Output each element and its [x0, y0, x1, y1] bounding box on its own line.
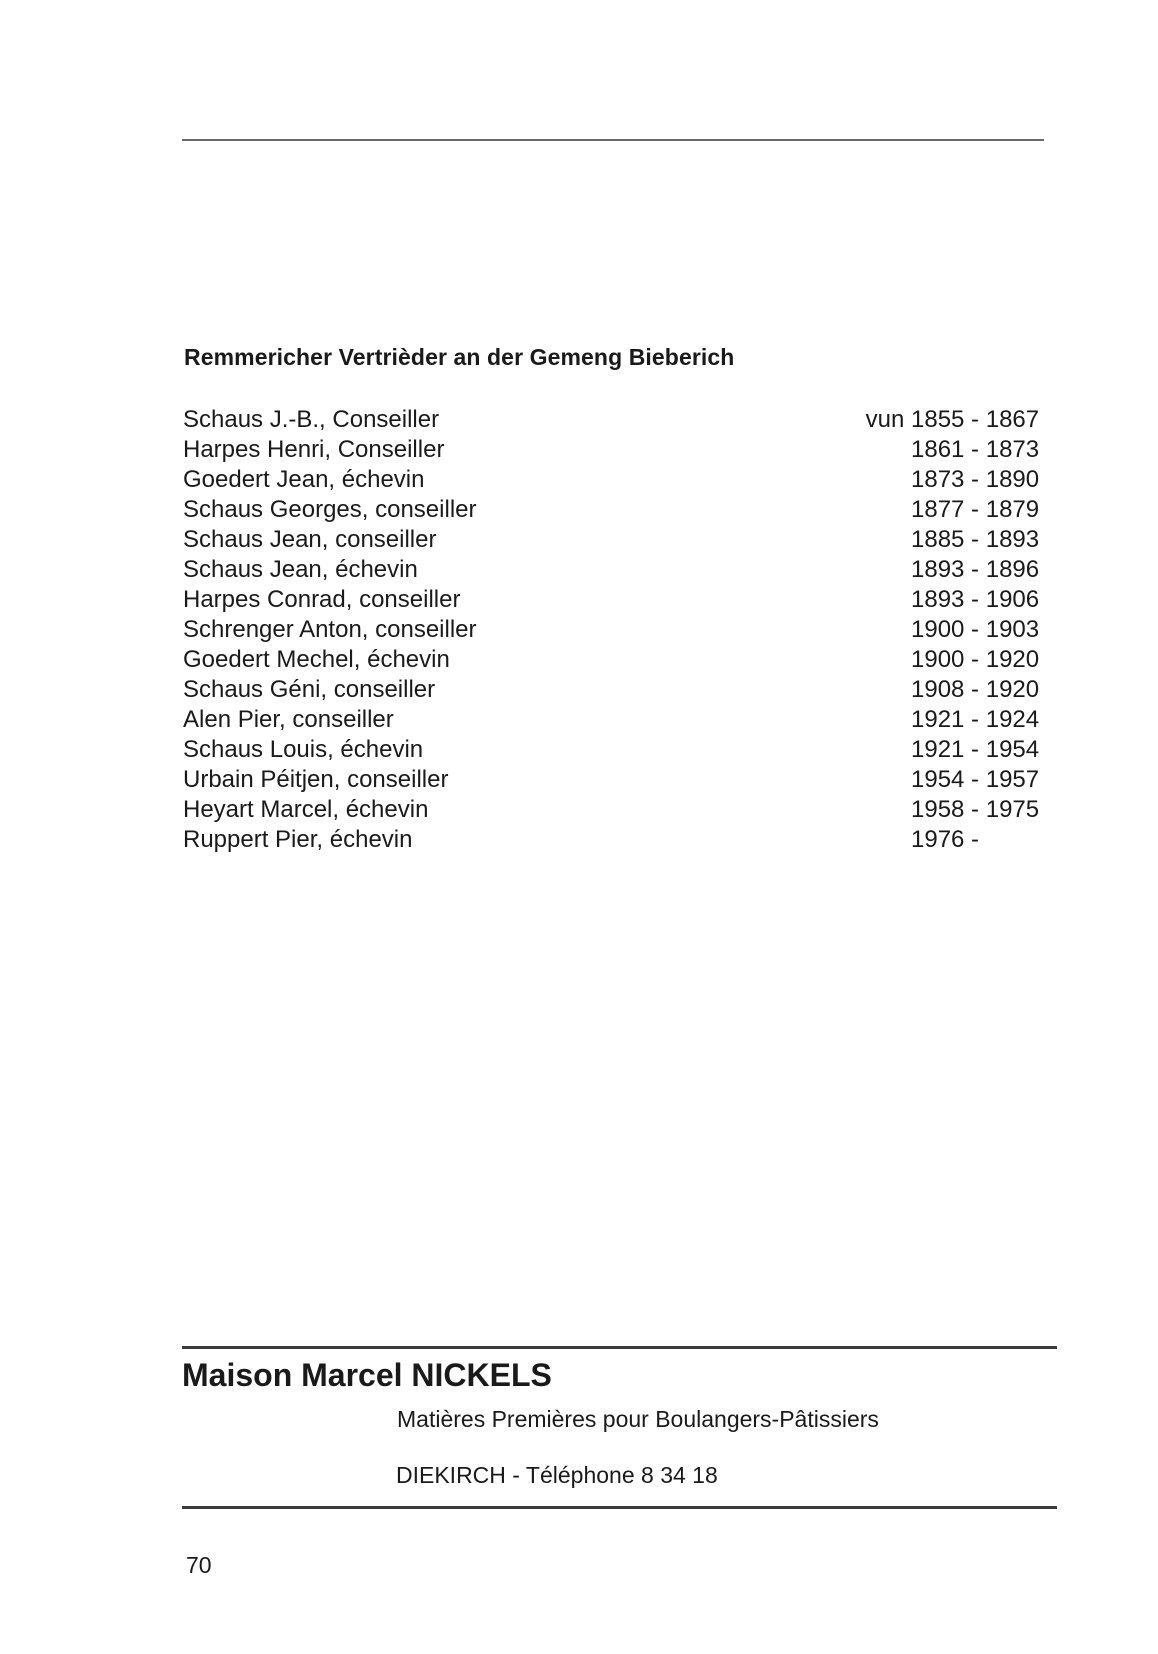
entry-period	[848, 735, 1048, 765]
entry-years: 1900 - 1903	[911, 616, 1040, 643]
entry-period	[848, 465, 1048, 495]
entry-years: 1908 - 1920	[911, 676, 1040, 703]
entry-years: 1855 - 1867	[911, 406, 1040, 433]
entry-years: 1893 - 1896	[911, 556, 1040, 583]
entry-period	[848, 615, 1048, 645]
entry-name: Schaus Jean, conseiller	[183, 526, 437, 553]
entry-period	[848, 825, 1048, 855]
section-heading: Remmericher Vertrièder an der Gemeng Bieberich	[184, 344, 735, 370]
entry-name: Schaus Georges, conseiller	[183, 496, 477, 523]
entry-name: Urbain Péitjen, conseiller	[183, 766, 449, 793]
list-item	[183, 735, 1048, 765]
entry-period	[848, 675, 1048, 705]
advertisement-contact: DIEKIRCH - Téléphone 8 34 18	[396, 1462, 718, 1488]
list-item	[183, 795, 1048, 825]
entry-name: Harpes Conrad, conseiller	[183, 586, 461, 613]
page-number: 70	[186, 1552, 212, 1578]
list-item	[183, 645, 1048, 675]
entry-period	[848, 645, 1048, 675]
entry-period	[848, 405, 1048, 435]
entry-years: 1877 - 1879	[911, 496, 1040, 523]
entry-name: Heyart Marcel, échevin	[183, 796, 429, 823]
entry-name: Schaus Louis, échevin	[183, 736, 424, 763]
entry-years: 1893 - 1906	[911, 586, 1040, 613]
entry-period	[848, 765, 1048, 795]
list-item	[183, 525, 1048, 555]
advertisement-company: Maison Marcel NICKELS	[182, 1357, 552, 1393]
entry-name: Schrenger Anton, conseiller	[183, 616, 477, 643]
entry-name: Schaus J.-B., Conseiller	[183, 406, 440, 433]
entry-period	[848, 795, 1048, 825]
list-item	[183, 465, 1048, 495]
list-item	[183, 405, 1048, 435]
entry-period	[848, 435, 1048, 465]
entry-period	[848, 555, 1048, 585]
entry-name: Goedert Jean, échevin	[183, 466, 425, 493]
list-item	[183, 495, 1048, 525]
entry-period	[848, 705, 1048, 735]
representatives-list	[183, 405, 1048, 855]
entry-years: 1861 - 1873	[911, 436, 1040, 463]
entry-years: 1958 - 1975	[911, 796, 1040, 823]
entry-period	[848, 585, 1048, 615]
list-item	[183, 705, 1048, 735]
entry-years: 1976 -	[911, 826, 980, 853]
list-item	[183, 675, 1048, 705]
entry-period	[848, 495, 1048, 525]
entry-name: Schaus Géni, conseiller	[183, 676, 436, 703]
list-item	[183, 765, 1048, 795]
entry-name: Alen Pier, conseiller	[183, 706, 394, 733]
entry-prefix: vun	[865, 406, 905, 433]
advertisement-top-divider	[182, 1346, 1057, 1349]
entry-name: Harpes Henri, Conseiller	[183, 436, 445, 463]
advertisement-tagline: Matières Premières pour Boulangers-Pâtissiers	[397, 1406, 879, 1432]
entry-period	[848, 525, 1048, 555]
list-item	[183, 825, 1048, 855]
top-divider	[182, 139, 1044, 141]
entry-years: 1900 - 1920	[911, 646, 1040, 673]
entry-name: Ruppert Pier, échevin	[183, 826, 413, 853]
list-item	[183, 435, 1048, 465]
entry-years: 1954 - 1957	[911, 766, 1040, 793]
advertisement-bottom-divider	[182, 1506, 1057, 1509]
entry-years: 1873 - 1890	[911, 466, 1040, 493]
entry-years: 1885 - 1893	[911, 526, 1040, 553]
list-item	[183, 615, 1048, 645]
entry-name: Goedert Mechel, échevin	[183, 646, 450, 673]
entry-name: Schaus Jean, échevin	[183, 556, 418, 583]
list-item	[183, 555, 1048, 585]
list-item	[183, 585, 1048, 615]
entry-years: 1921 - 1924	[911, 706, 1040, 733]
entry-years: 1921 - 1954	[911, 736, 1040, 763]
